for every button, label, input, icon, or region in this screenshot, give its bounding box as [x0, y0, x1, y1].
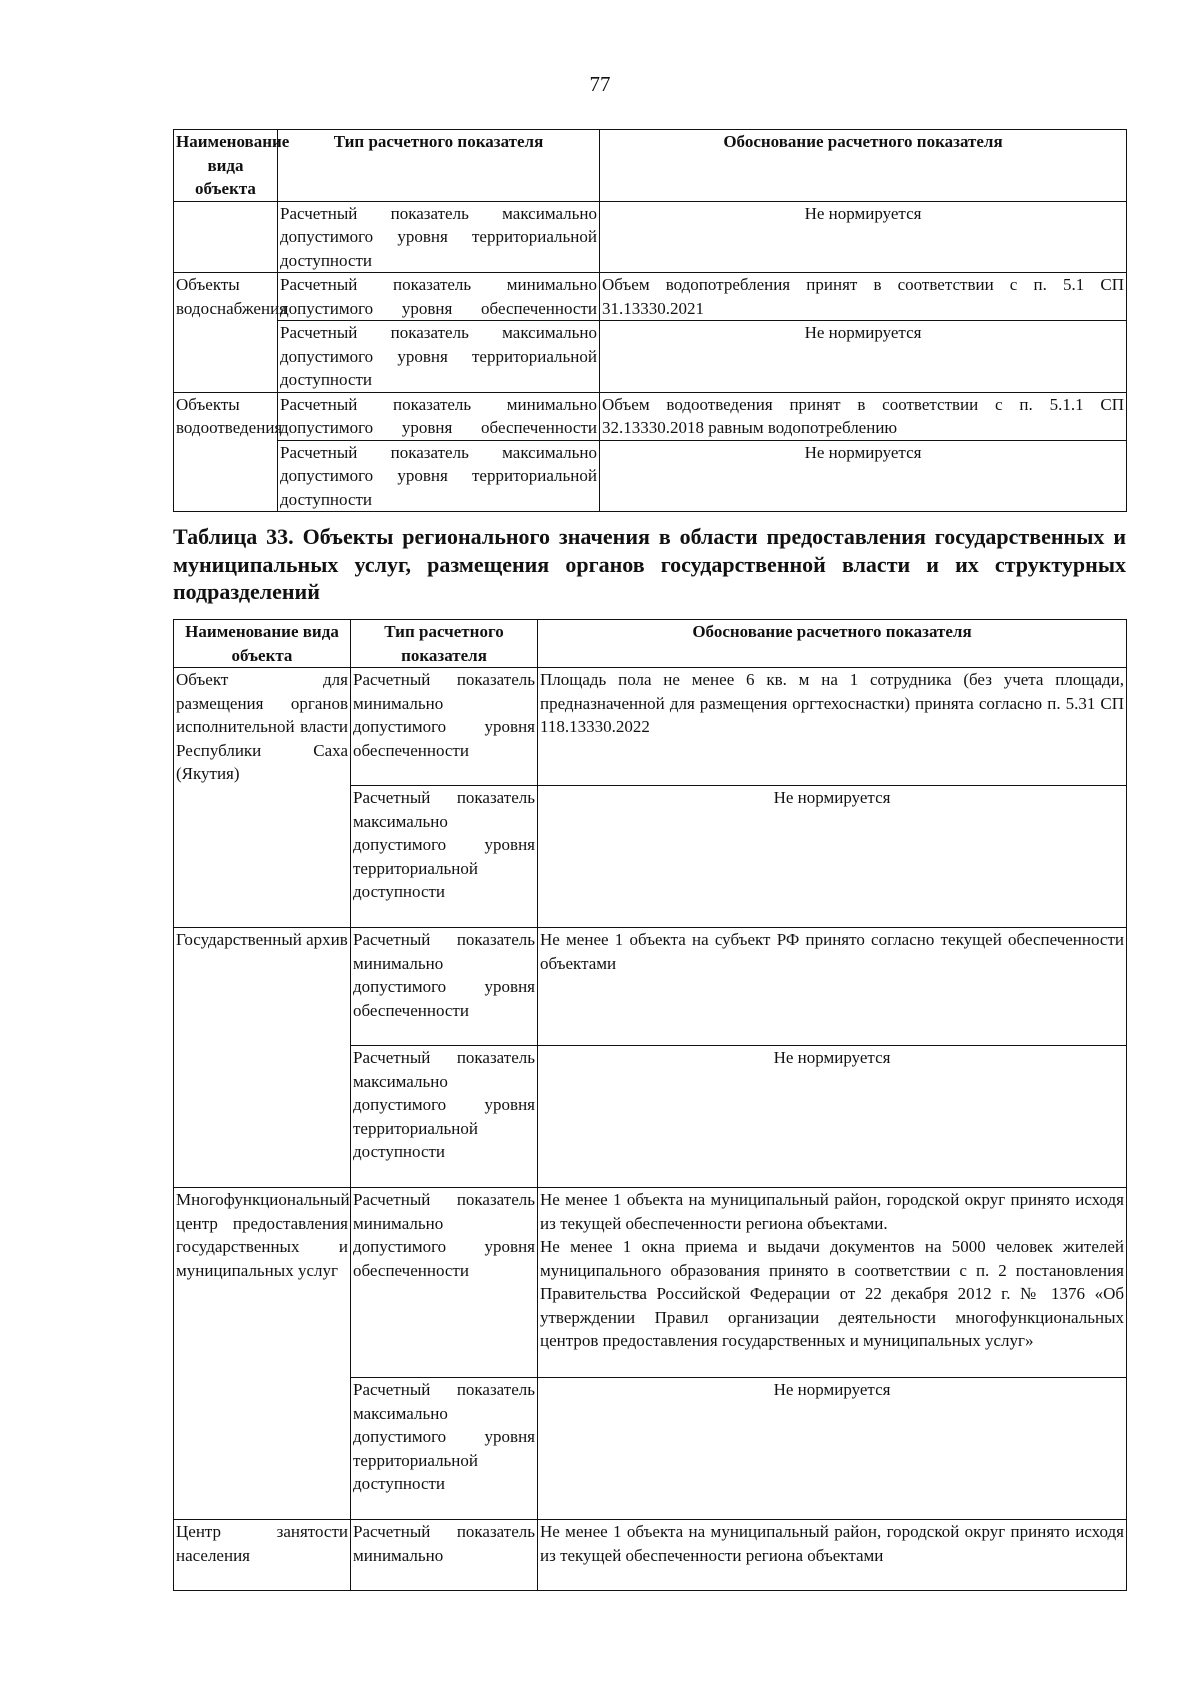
cell-type: Расчетный показатель максимально допустимого уровня территориальной доступности: [278, 201, 600, 273]
basis-paragraph: Не менее 1 объекта на муниципальный район, городской округ принято исходя из текущей обеспеченности региона объектами.: [540, 1190, 1124, 1233]
cell-basis: Не нормируется: [600, 321, 1127, 393]
cell-type: Расчетный показатель минимально допустимого уровня обеспеченности: [351, 668, 538, 786]
cell-basis: Не менее 1 объекта на муниципальный район, городской округ принято исходя из текущей обеспеченности региона объектами: [538, 1520, 1127, 1591]
cell-object: Государственный архив: [174, 928, 351, 1188]
header-indicator-basis: Обоснование расчетного показателя: [538, 620, 1127, 668]
cell-basis: Не нормируется: [538, 786, 1127, 928]
cell-type: Расчетный показатель минимально допустимого уровня обеспеченности: [278, 392, 600, 440]
cell-basis: Площадь пола не менее 6 кв. м на 1 сотрудника (без учета площади, предназначенной для размещения оргтехоснастки) принята согласно п. 5.31 СП 118.13330.2022: [538, 668, 1127, 786]
cell-type: Расчетный показатель максимально допустимого уровня территориальной доступности: [278, 440, 600, 512]
basis-paragraph: Не менее 1 окна приема и выдачи документов на 5000 человек жителей муниципального образования принято в соответствии с п. 2 постановления Правительства Российской Федерации от 22 декабря 2012 г. № 1376 «Об утверждении Правил организации деятельности многофункциональных центров предоставления государственных и муниципальных услуг»: [540, 1237, 1124, 1350]
cell-basis: Не нормируется: [538, 1378, 1127, 1520]
cell-object: Объект для размещения органов исполнительной власти Республики Саха (Якутия): [174, 668, 351, 928]
cell-type: Расчетный показатель минимально допустимого уровня обеспеченности: [278, 273, 600, 321]
table-row: [174, 668, 1127, 786]
cell-object: Объекты водоснабжения: [174, 273, 278, 393]
cell-object: Объекты водоотведения: [174, 392, 278, 512]
cell-type: Расчетный показатель максимально допустимого уровня территориальной доступности: [278, 321, 600, 393]
cell-type: Расчетный показатель минимально допустимого уровня обеспеченности: [351, 1188, 538, 1378]
table-row: [174, 928, 1127, 1046]
cell-basis: Не нормируется: [600, 440, 1127, 512]
table-row: [174, 201, 1127, 273]
cell-type: Расчетный показатель минимально: [351, 1520, 538, 1591]
table-header-row: [174, 130, 1127, 202]
header-indicator-type: Тип расчетного показателя: [351, 620, 538, 668]
table-row: [174, 440, 1127, 512]
table-water: [173, 129, 1127, 512]
table-public-services: [173, 619, 1127, 1591]
cell-basis: Объем водоотведения принят в соответствии с п. 5.1.1 СП 32.13330.2018 равным водопотреблению: [600, 392, 1127, 440]
cell-basis: Не менее 1 объекта на субъект РФ принято согласно текущей обеспеченности объектами: [538, 928, 1127, 1046]
cell-type: Расчетный показатель максимально допустимого уровня территориальной доступности: [351, 1378, 538, 1520]
header-indicator-type: Тип расчетного показателя: [278, 130, 600, 202]
cell-basis: Объем водопотребления принят в соответствии с п. 5.1 СП 31.13330.2021: [600, 273, 1127, 321]
table-row: [174, 1188, 1127, 1378]
table-row: [174, 1520, 1127, 1591]
header-object-name: Наименование вида объекта: [174, 130, 278, 202]
header-object-name: Наименование вида объекта: [174, 620, 351, 668]
cell-type: Расчетный показатель минимально допустимого уровня обеспеченности: [351, 928, 538, 1046]
cell-basis: Не нормируется: [538, 1046, 1127, 1188]
cell-basis: [538, 1188, 1127, 1378]
cell-basis: Не нормируется: [600, 201, 1127, 273]
header-indicator-basis: Обоснование расчетного показателя: [600, 130, 1127, 202]
table-row: [174, 392, 1127, 440]
cell-type: Расчетный показатель максимально допустимого уровня территориальной доступности: [351, 786, 538, 928]
table-header-row: [174, 620, 1127, 668]
table-row: [174, 273, 1127, 321]
cell-object: [174, 201, 278, 273]
cell-object: Центр занятости населения: [174, 1520, 351, 1591]
cell-object: Многофункциональный центр предоставления государственных и муниципальных услуг: [174, 1188, 351, 1520]
table-row: [174, 321, 1127, 393]
table-caption: Таблица 33. Объекты регионального значения в области предоставления государственных и муниципальных услуг, размещения органов государственной власти и их структурных подразделений: [173, 524, 1126, 604]
cell-type: Расчетный показатель максимально допустимого уровня территориальной доступности: [351, 1046, 538, 1188]
page-number: 77: [589, 72, 611, 96]
